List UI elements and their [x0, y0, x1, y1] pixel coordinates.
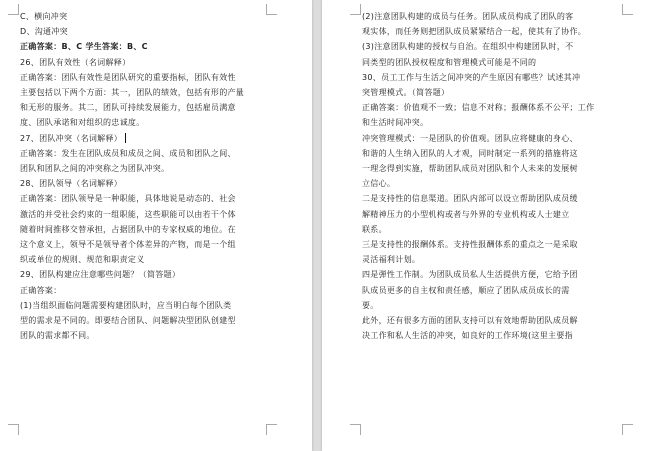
page-text-body[interactable]: [20, 9, 278, 343]
text-line: [362, 24, 624, 39]
text-line: [20, 222, 278, 237]
text-line-content: 这个意义上，领导不是领导者个体差异的产物，而是一个组: [20, 240, 236, 250]
text-line: [20, 24, 278, 39]
text-line: [362, 131, 624, 146]
text-line-content: 要。: [362, 300, 379, 310]
text-line-content: 和无形的服务。其二，团队可持续发展能力，包括雇员满意: [20, 103, 236, 113]
text-line-content: 正确答案：价值观不一致；信息不对称；报酬体系不公平；工作: [362, 103, 595, 113]
text-line: [362, 191, 624, 206]
text-line-content: 团队的需求都不同。: [20, 331, 95, 341]
margin-mark-bottom-right: [622, 424, 633, 435]
text-line: [362, 252, 624, 267]
page-text-body[interactable]: [362, 9, 624, 343]
text-line-content: 队成员更多的自主权和责任感，顺应了团队成员成长的需: [362, 285, 570, 295]
text-line-content: 决工作和私人生活的冲突，如良好的工作环境(这里主要指: [362, 331, 573, 341]
text-line-content: 突管理模式。（简答题）: [362, 88, 450, 98]
text-line: [362, 328, 624, 343]
text-line: [362, 267, 624, 282]
text-line: [362, 100, 624, 115]
text-line: [362, 39, 624, 54]
text-line: [20, 283, 278, 298]
text-line: [362, 55, 624, 70]
text-line: [20, 146, 278, 161]
text-line: [20, 298, 278, 313]
text-line: [362, 70, 624, 85]
text-line-content: (2)注意团队构建的成员与任务。团队成员构成了团队的客: [362, 12, 574, 21]
text-line-content: 四是弹性工作制。为团队成员私人生活提供方便，它给予团: [362, 270, 578, 280]
text-line-content: 正确答案：发生在团队成员和成员之间、成员和团队之间、: [20, 148, 236, 158]
text-line-content: 三是支持性的报酬体系。支持性报酬体系的重点之一是采取: [362, 240, 578, 250]
text-line-content: 正确答案：团队领导是一种职能，具体地说是动态的、社会: [20, 194, 236, 204]
text-line-content: C、横向冲突: [20, 12, 68, 21]
text-line-content: 随着时间推移交替承担，占据团队中的专家权威的地位。在: [20, 224, 236, 234]
text-line: [20, 207, 278, 222]
text-line: [20, 328, 278, 343]
text-line-content: 立信心。: [362, 179, 396, 189]
text-line: [20, 176, 278, 191]
text-line: [362, 283, 624, 298]
text-line-content: 型的需求是不同的。即要结合团队、问题解决型团队创建型: [20, 316, 236, 326]
text-line-content: 此外，还有很多方面的团队支持可以有效地帮助团队成员解: [362, 316, 578, 326]
text-line: [362, 115, 624, 130]
text-line: [362, 146, 624, 161]
margin-mark-bottom-left: [350, 424, 361, 435]
text-line-content: 激活的并受社会约束的一组职能，这些职能可以由若干个体: [20, 209, 236, 219]
text-line-content: 30、员工工作与生活之间冲突的产生原因有哪些？试述其冲: [362, 72, 581, 82]
text-line-content: 主要包括以下两个方面：其一，团队的绩效，包括有形的产量: [20, 88, 245, 98]
text-line: [362, 237, 624, 252]
text-line: [362, 222, 624, 237]
text-line: [362, 207, 624, 222]
text-line: [20, 267, 278, 282]
text-line-content: 冲突管理模式：一是团队的价值观。团队应将健康的身心、: [362, 133, 578, 143]
text-line-content: (3)注意团队构建的授权与自治。在组织中构建团队时，不: [362, 42, 574, 52]
margin-mark-top-left: [350, 4, 361, 15]
document-page-left: [0, 0, 312, 451]
text-line: [362, 161, 624, 176]
text-line-content: 解精神压力的小型机构或者与外界的专业机构或人士建立: [362, 209, 570, 219]
text-line-content: D、沟通冲突: [20, 27, 68, 37]
text-line: [20, 9, 278, 24]
text-line-content: 和生活时间冲突。: [362, 118, 429, 128]
text-line: [20, 252, 278, 267]
text-line-content: 正确答案：B、C 学生答案：B、C: [20, 42, 148, 52]
text-line-content: (1)当组织面临问题需要构建团队时，应当明白每个团队类: [20, 300, 232, 310]
text-line-content: 同类型的团队授权程度和管理模式可能是不同的: [362, 57, 537, 67]
text-line: [20, 39, 278, 54]
margin-mark-bottom-left: [8, 424, 19, 435]
document-page-right: [322, 0, 661, 451]
text-line-content: 正确答案：: [20, 285, 62, 295]
text-line-content: 织或单位的规则、规范和职责定义: [20, 255, 145, 265]
text-line-content: 一理念得到实施，帮助团队成员对团队和个人未来的发展树: [362, 164, 578, 174]
text-cursor: [125, 133, 126, 143]
text-line: [20, 70, 278, 85]
text-line: [20, 161, 278, 176]
text-line-content: 和谐的人生纳入团队的人才观，同时制定一系列的措施将这: [362, 148, 578, 158]
text-line-content: 二是支持性的信息渠道。团队内部可以设立帮助团队成员缓: [362, 194, 578, 204]
text-line-content: 26、团队有效性（名词解释）: [20, 57, 131, 67]
text-line: [362, 176, 624, 191]
text-line-content: 观实体，而任务则把团队成员紧紧结合一起，使其有了协作。: [362, 27, 587, 37]
text-line-content: 正确答案：团队有效性是团队研究的重要指标，团队有效性: [20, 72, 236, 82]
text-line: [20, 191, 278, 206]
text-line: [20, 313, 278, 328]
text-line: [20, 100, 278, 115]
text-line-content: 联系。: [362, 224, 387, 234]
text-line: [362, 298, 624, 313]
text-line-content: 29、团队构建应注意哪些问题？（简答题）: [20, 270, 181, 280]
text-line: [362, 313, 624, 328]
text-line-content: 灵活福利计划。: [362, 255, 421, 265]
text-line: [362, 9, 624, 24]
text-line: [20, 131, 278, 146]
text-line: [20, 85, 278, 100]
text-line: [20, 55, 278, 70]
text-line-content: 28、团队领导（名词解释）: [20, 179, 123, 189]
margin-mark-top-left: [8, 4, 19, 15]
text-line-content: 度、团队承诺和对组织的忠诚度。: [20, 118, 145, 128]
margin-mark-bottom-right: [266, 424, 277, 435]
text-line-content: 团队和团队之间的冲突称之为团队冲突。: [20, 164, 170, 174]
text-line: [20, 237, 278, 252]
text-line: [362, 85, 624, 100]
text-line: [20, 115, 278, 130]
text-line-content: 27、团队冲突（名词解释）: [20, 133, 123, 143]
